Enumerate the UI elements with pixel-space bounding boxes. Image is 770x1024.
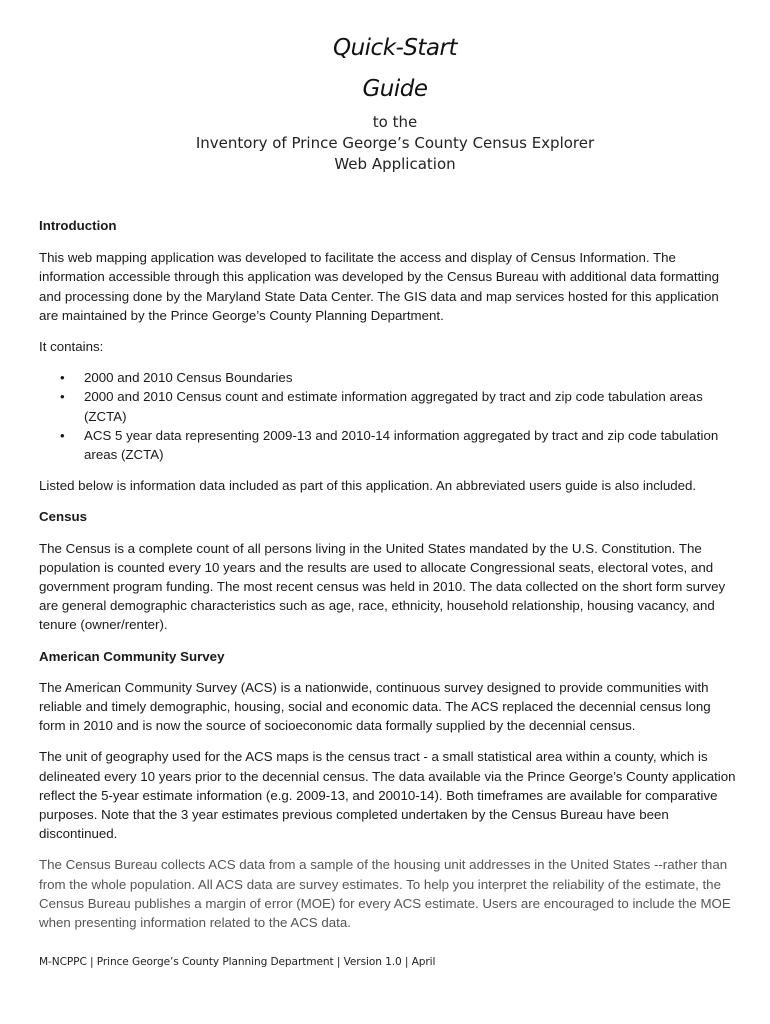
bullet-icon: • xyxy=(60,427,65,443)
acs-paragraph-2: The unit of geography used for the ACS maps is the census tract - a small statistical area within a county, which is delineated every 10 years prior to the decennial census. The data available via the Prince George’s County application reflect the 5-year estimate information (e.g. 2009-13, and 20010-14). Both timeframes are available for comparative purposes. Note that the 3 year estimates previous completed undertaken by the Census Bureau have been discontinued. xyxy=(39,749,736,842)
list-item: • 2000 and 2010 Census Boundaries xyxy=(84,368,739,387)
subtitle-web-application: Web Application xyxy=(334,155,456,173)
acs-paragraph-3: The Census Bureau collects ACS data from a sample of the housing unit addresses in the United States --rather than from the whole population. All ACS data are survey estimates. To help you interpret the reliability of the estimate, the Census Bureau publishes a margin of error (MOE) for every ACS estimate. Users are encouraged to include the MOE when presenting information related to the ACS data. xyxy=(39,857,731,931)
acs-paragraph-1: The American Community Survey (ACS) is a nationwide, continuous survey designed to provide communities with reliable and timely demographic, housing, social and economic data. The ACS replaced the decennial census long form in 2010 and is now the source of socioeconomic data formally supplied by the decennial census. xyxy=(39,679,711,734)
bullet-icon: • xyxy=(60,370,65,386)
acs-heading: American Community Survey xyxy=(39,648,225,664)
title-guide: Guide xyxy=(362,76,428,102)
subtitle-inventory: Inventory of Prince George’s County Census Explorer xyxy=(195,134,595,152)
subtitle-to-the: to the xyxy=(372,113,418,131)
contents-list xyxy=(39,368,739,464)
document-body xyxy=(39,216,739,932)
list-item: • 2000 and 2010 Census count and estimate information aggregated by tract and zip code tabulation areas (ZCTA) xyxy=(60,389,703,424)
introduction-paragraph: This web mapping application was developed to facilitate the access and display of Census Information. The information accessible through this application was developed by the Census Bureau with additional data formatting and processing done by the Maryland State Data Center. The GIS data and map services hosted for this application are maintained by the Prince George’s County Planning Department. xyxy=(39,250,720,323)
page-footer: M-NCPPC | Prince George’s County Planning Department | Version 1.0 | April xyxy=(39,956,436,968)
listed-below-paragraph: Listed below is information data included as part of this application. An abbreviated users guide is also included. xyxy=(39,478,697,494)
bullet-icon: • xyxy=(60,389,65,405)
title-quick-start: Quick-Start xyxy=(332,35,458,61)
census-paragraph: The Census is a complete count of all persons living in the United States mandated by the U.S. Constitution. The population is counted every 10 years and the results are used to allocate Congressional seats, electoral votes, and government program funding. The most recent census was held in 2010. The data collected on the short form survey are general demographic characteristics such as age, race, ethnicity, household relationship, housing vacancy, and tenure (owner/renter). xyxy=(39,540,726,633)
introduction-heading: Introduction xyxy=(39,218,117,233)
title-block xyxy=(0,34,770,175)
contains-label: It contains: xyxy=(39,339,104,355)
list-item: • ACS 5 year data representing 2009-13 and 2010-14 information aggregated by tract and zip code tabulation areas (ZCTA) xyxy=(60,427,719,463)
census-heading: Census xyxy=(39,509,88,525)
